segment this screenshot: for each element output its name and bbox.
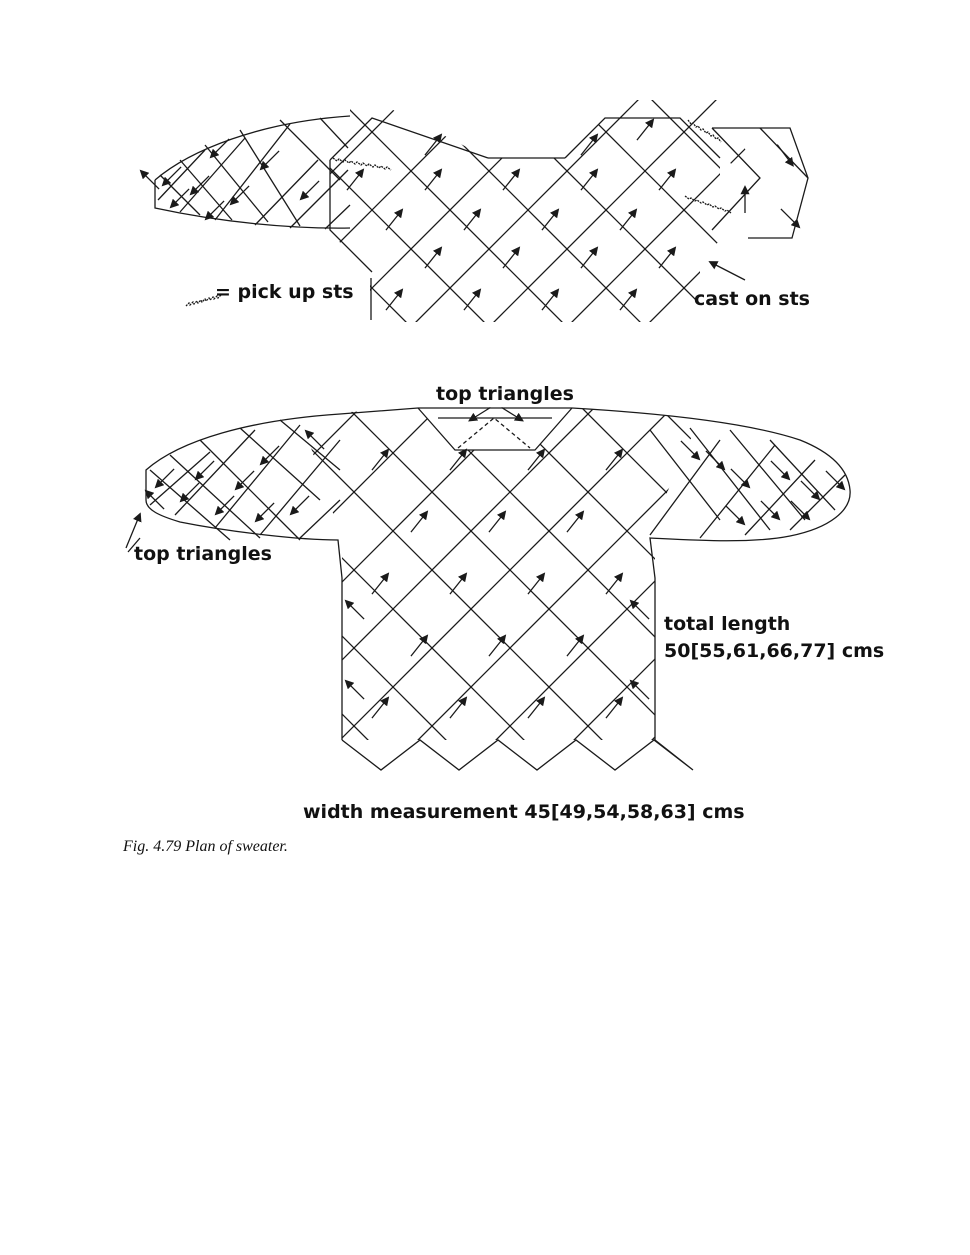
body-grid-line xyxy=(0,360,96,780)
body-grid-line xyxy=(924,360,970,780)
right-sleeve-arrow xyxy=(761,501,779,519)
body-grid-line xyxy=(0,360,408,780)
sleeve-top-triangles-label: top triangles xyxy=(134,543,272,565)
right-sleeve-line xyxy=(650,430,720,520)
body-arrow xyxy=(450,574,466,594)
sweater-outline xyxy=(146,408,850,740)
cast-on-label: cast on sts xyxy=(694,288,810,310)
top-body-arrow xyxy=(542,210,558,230)
right-sleeve-line xyxy=(700,445,775,538)
body-lattice xyxy=(0,360,970,780)
right-sleeve-arrow xyxy=(726,506,744,524)
body-arrow xyxy=(606,574,622,594)
body-grid-line xyxy=(690,360,970,780)
top-body-arrow xyxy=(386,290,402,310)
left-sleeve-line xyxy=(260,440,340,535)
body-grid-line xyxy=(0,360,408,780)
top-body-arrow xyxy=(659,248,675,268)
left-sleeve-arrow xyxy=(306,431,324,449)
top-body-arrow xyxy=(464,210,480,230)
left-sleeve-arrow xyxy=(236,471,254,489)
top-body-arrow xyxy=(620,290,636,310)
top-body-arrow xyxy=(425,135,441,155)
body-grid-line xyxy=(0,360,330,780)
bottom-diamond-grid xyxy=(0,360,970,780)
top-grid-line xyxy=(876,90,970,330)
top-grid-line xyxy=(954,90,970,330)
body-grid-line xyxy=(0,360,330,780)
left-sleeve-line xyxy=(215,425,300,528)
top-body-arrow xyxy=(464,290,480,310)
body-grid-line xyxy=(846,360,970,780)
right-sleeve-line xyxy=(730,430,805,520)
body-grid-line xyxy=(0,360,252,780)
figure-caption: Fig. 4.79 Plan of sweater. xyxy=(123,838,288,855)
top-grid-line xyxy=(0,90,102,330)
right-sleeve-arrow xyxy=(791,501,809,519)
body-hem-zigzag xyxy=(342,740,693,770)
total-length-label: total length xyxy=(664,613,791,635)
total-length-value: 50[55,61,66,77] cms xyxy=(664,640,885,662)
left-sleeve-arrow xyxy=(291,496,309,514)
pick-up-edge-left xyxy=(333,158,391,170)
neck-opening xyxy=(418,408,572,450)
top-body-arrow xyxy=(581,170,597,190)
body-grid-line xyxy=(768,360,970,780)
body-grid-line xyxy=(0,360,174,780)
right-sleeve-arrow xyxy=(681,441,699,459)
neck-top-triangles-label: top triangles xyxy=(436,383,574,405)
right-sleeve-line xyxy=(745,460,815,535)
top-grid-line xyxy=(876,90,970,330)
body-grid-line xyxy=(768,360,970,780)
top-partial-diagram xyxy=(0,90,970,330)
body-grid-line xyxy=(612,360,970,780)
body-grid-line xyxy=(144,360,564,780)
body-grid-line xyxy=(612,360,970,780)
top-body-arrow xyxy=(637,120,653,140)
top-body-arrow xyxy=(542,290,558,310)
top-body-arrow xyxy=(659,170,675,190)
edge-arrow xyxy=(631,681,649,699)
top-grid-line xyxy=(954,90,970,330)
left-sleeve-line xyxy=(170,455,260,538)
body-grid-line xyxy=(690,360,970,780)
neck-dashed-triangle xyxy=(458,418,530,448)
bottom-full-diagram xyxy=(0,360,970,823)
body-grid-line xyxy=(0,360,174,780)
body-grid-line xyxy=(0,360,252,780)
top-body-arrow xyxy=(620,210,636,230)
top-diamond-grid xyxy=(0,90,970,330)
right-sleeve-arrow xyxy=(771,461,789,479)
right-sleeve-arrow xyxy=(706,451,724,469)
right-sleeve-line xyxy=(690,428,770,530)
body-arrow xyxy=(567,636,583,656)
right-sleeve-line xyxy=(770,440,835,510)
right-sleeve-arrow xyxy=(826,471,844,489)
edge-arrow xyxy=(346,601,364,619)
body-arrow xyxy=(411,636,427,656)
left-sleeve-line xyxy=(280,420,340,470)
body-arrow xyxy=(372,574,388,594)
top-body-arrow xyxy=(581,248,597,268)
right-sleeve-line xyxy=(790,475,845,530)
width-measurement-label: width measurement 45[49,54,58,63] cms xyxy=(303,801,745,823)
body-arrow xyxy=(489,636,505,656)
body-arrow xyxy=(567,512,583,532)
left-sleeve-line xyxy=(200,440,300,540)
top-body-arrow xyxy=(503,248,519,268)
body-grid-line xyxy=(456,360,876,780)
body-grid-line xyxy=(846,360,970,780)
body-arrow xyxy=(528,574,544,594)
body-arrow xyxy=(411,512,427,532)
top-mask-neck xyxy=(488,100,565,158)
top-body-arrow xyxy=(386,210,402,230)
left-sleeve-line xyxy=(300,500,340,538)
body-grid-line xyxy=(0,360,96,780)
top-body-arrow xyxy=(425,248,441,268)
top-grid-line xyxy=(0,90,102,330)
top-body-arrow xyxy=(347,170,363,190)
edge-arrow xyxy=(346,681,364,699)
top-body-arrow xyxy=(425,170,441,190)
top-body-arrow xyxy=(503,170,519,190)
body-grid-line xyxy=(924,360,970,780)
left-sleeve-line xyxy=(240,428,320,500)
body-arrow xyxy=(489,512,505,532)
pick-up-legend-label: = pick up sts xyxy=(215,281,354,303)
